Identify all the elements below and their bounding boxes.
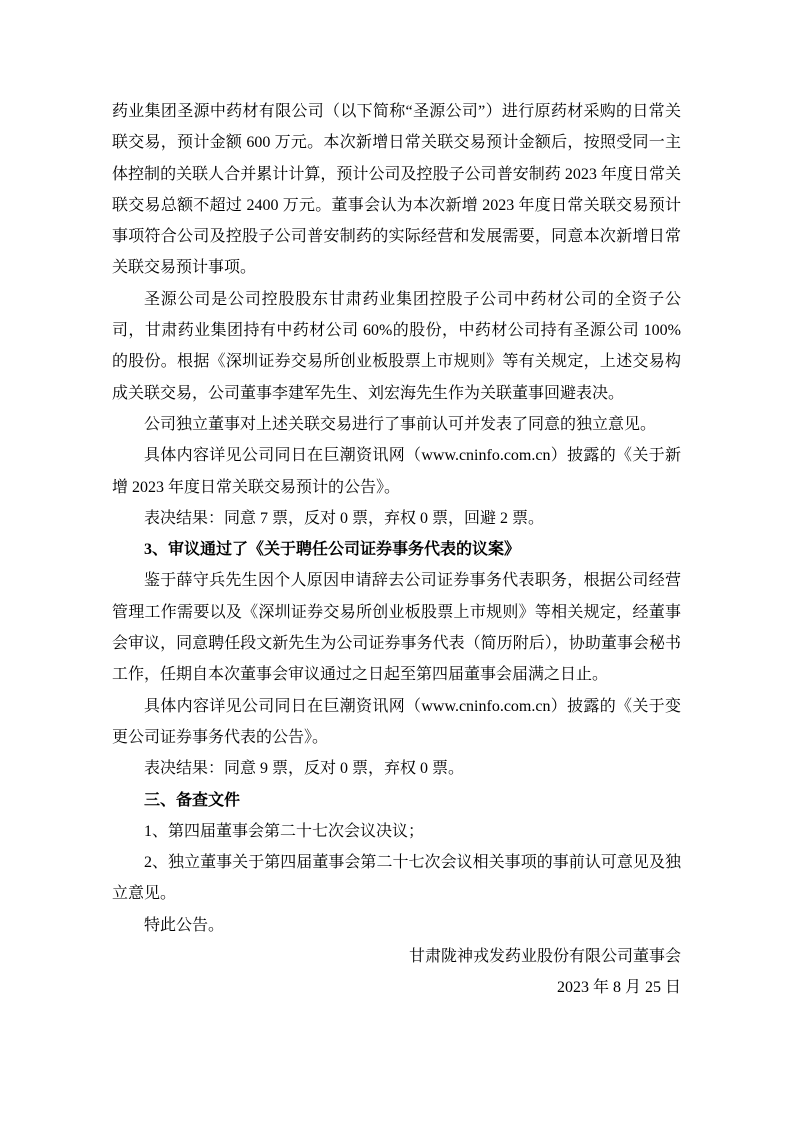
paragraph-securities-representative-appointment: 鉴于薛守兵先生因个人原因申请辞去公司证券事务代表职务，根据公司经营管理工作需要以及《深圳证券交易所创业板股票上市规则》等相关规定，经董事会审议，同意聘任段文新先生为公司证券事务代表（简历附后），协助董事会秘书工作，任期自本次董事会审议通过之日起至第四届董事会届满之日止。 [112, 572, 681, 684]
paragraph-disclosure-reference-2: 具体内容详见公司同日在巨潮资讯网（www.cninfo.com.cn）披露的《关于变更公司证券事务代表的公告》。 [112, 697, 681, 746]
paragraph-reference-doc-2: 2、独立董事关于第四届董事会第二十七次会议相关事项的事前认可意见及独立意见。 [112, 854, 681, 903]
paragraph-independent-directors-opinion: 公司独立董事对上述关联交易进行了事前认可并发表了同意的独立意见。 [144, 415, 657, 433]
paragraph-announcement-closing: 特此公告。 [144, 916, 225, 934]
document-body [112, 96, 681, 1004]
paragraph-shengyuan-ownership: 圣源公司是公司控股股东甘肃药业集团控股子公司中药材公司的全资子公司，甘肃药业集团持有中药材公司 60%的股份，中药材公司持有圣源公司 100%的股份。根据《深圳证券交易所创业板股票上市规则》等有关规定，上述交易构成关联交易，公司董事李建军先生、刘宏海先生作为关联董事回避表决。 [112, 290, 681, 402]
paragraph-continued-daily-transactions: 药业集团圣源中药材有限公司（以下简称“圣源公司”）进行原药材采购的日常关联交易，预计金额 600 万元。本次新增日常关联交易预计金额后，按照受同一主体控制的关联人合并累计计算，预计公司及控股子公司普安制药 2023 年度日常关联交易总额不超过 2400 万元。董事会认为本次新增 2023 年度日常关联交易预计事项符合公司及控股子公司普安制药的实际经营和发展需要，同意本次新增日常关联交易预计事项。 [112, 103, 681, 277]
paragraph-reference-doc-1: 1、第四届董事会第二十七次会议决议； [144, 822, 425, 840]
signature-company: 甘肃陇神戎发药业股份有限公司董事会 [408, 948, 681, 966]
paragraph-vote-result-2: 表决结果：同意 9 票，反对 0 票，弃权 0 票。 [144, 760, 465, 778]
signature-date: 2023 年 8 月 25 日 [556, 979, 681, 997]
heading-item-3: 3、审议通过了《关于聘任公司证券事务代表的议案》 [144, 541, 521, 559]
paragraph-disclosure-reference-1: 具体内容详见公司同日在巨潮资讯网（www.cninfo.com.cn）披露的《关于新增 2023 年度日常关联交易预计的公告》。 [112, 447, 681, 496]
paragraph-vote-result-1: 表决结果：同意 7 票，反对 0 票，弃权 0 票，回避 2 票。 [144, 509, 545, 527]
heading-section-3-reference-documents: 三、备查文件 [144, 791, 241, 809]
